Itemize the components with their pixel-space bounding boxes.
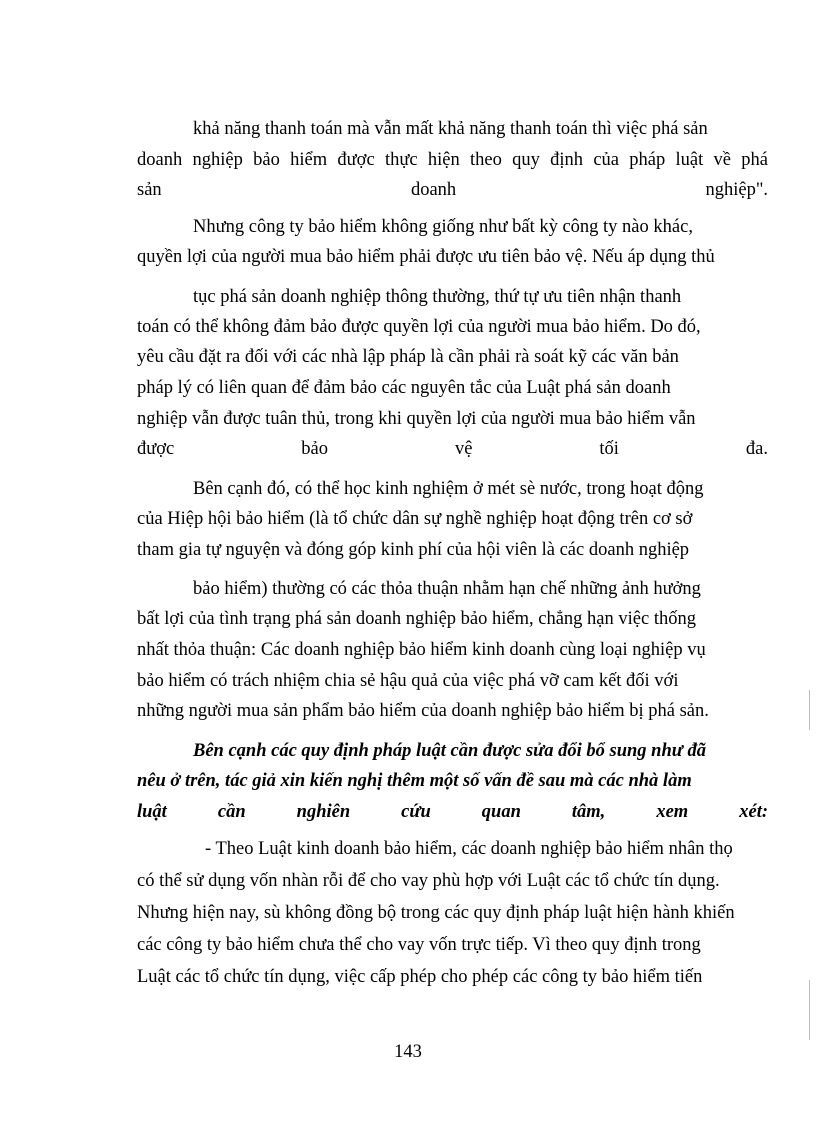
text-line: Bên cạnh đó, có thể học kinh nghiệm ở mét sè nước, trong hoạt động (193, 479, 704, 499)
text-line: khả năng thanh toán mà vẫn mất khả năng thanh toán thì việc phá sản (193, 119, 708, 139)
text-line: các công ty bảo hiểm chưa thể cho vay vốn trực tiếp. Vì theo quy định trong (137, 935, 701, 955)
text-line: nghiệp vẫn được tuân thủ, trong khi quyền lợi của người mua bảo hiểm vẫn (137, 409, 696, 429)
text-line: của Hiệp hội bảo hiểm (là tổ chức dân sự nghề nghiệp hoạt động trên cơ sở (137, 509, 693, 529)
emphasis-line: Bên cạnh các quy định pháp luật cần được sửa đổi bổ sung như đã (193, 741, 706, 761)
text-line: bất lợi của tình trạng phá sản doanh nghiệp bảo hiểm, chẳng hạn việc thống (137, 609, 696, 629)
text-line: những người mua sản phẩm bảo hiểm của doanh nghiệp bảo hiểm bị phá sản. (137, 701, 709, 721)
text-line: quyền lợi của người mua bảo hiểm phải được ưu tiên bảo vệ. Nếu áp dụng thủ (137, 247, 715, 267)
text-line: Nhưng công ty bảo hiểm không giống như bất kỳ công ty nào khác, (193, 217, 693, 237)
emphasis-line: nêu ở trên, tác giả xin kiến nghị thêm một số vấn đề sau mà các nhà làm (137, 771, 692, 791)
text-line: tục phá sản doanh nghiệp thông thường, thứ tự ưu tiên nhận thanh (193, 287, 682, 307)
scan-edge-mark (809, 980, 810, 1040)
page-number: 143 (394, 1042, 422, 1062)
text-line: Nhưng hiện nay, sù không đồng bộ trong các quy định pháp luật hiện hành khiến (137, 903, 735, 923)
text-line: có thể sử dụng vốn nhàn rỗi để cho vay phù hợp với Luật các tổ chức tín dụng. (137, 871, 720, 891)
text-line: toán có thể không đảm bảo được quyền lợi của người mua bảo hiểm. Do đó, (137, 317, 701, 337)
text-line: tham gia tự nguyện và đóng góp kinh phí của hội viên là các doanh nghiệp (137, 540, 690, 560)
text-line: bảo hiểm có trách nhiệm chia sẻ hậu quả của việc phá vỡ cam kết đối với (137, 671, 679, 691)
text-line: Luật các tổ chức tín dụng, việc cấp phép cho phép các công ty bảo hiểm tiến (137, 967, 703, 987)
text-line: bảo hiểm) thường có các thỏa thuận nhằm hạn chế những ảnh hưởng (193, 579, 701, 599)
emphasis-line: luật cần nghiên cứu quan tâm, xem xét: (137, 802, 768, 822)
text-line: yêu cầu đặt ra đối với các nhà lập pháp là cần phải rà soát kỹ các văn bản (137, 347, 679, 367)
text-line: pháp lý có liên quan để đảm bảo các nguyên tắc của Luật phá sản doanh (137, 378, 671, 398)
text-line: nhất thỏa thuận: Các doanh nghiệp bảo hiểm kinh doanh cùng loại nghiệp vụ (137, 640, 706, 660)
scan-edge-mark (809, 690, 810, 730)
text-line: được bảo vệ tối đa. (137, 439, 768, 459)
text-line: - Theo Luật kinh doanh bảo hiểm, các doanh nghiệp bảo hiểm nhân thọ (205, 839, 733, 859)
text-line: sản doanh nghiệp". (137, 180, 768, 200)
text-line: doanh nghiệp bảo hiểm được thực hiện theo quy định của pháp luật về phá (137, 150, 768, 170)
